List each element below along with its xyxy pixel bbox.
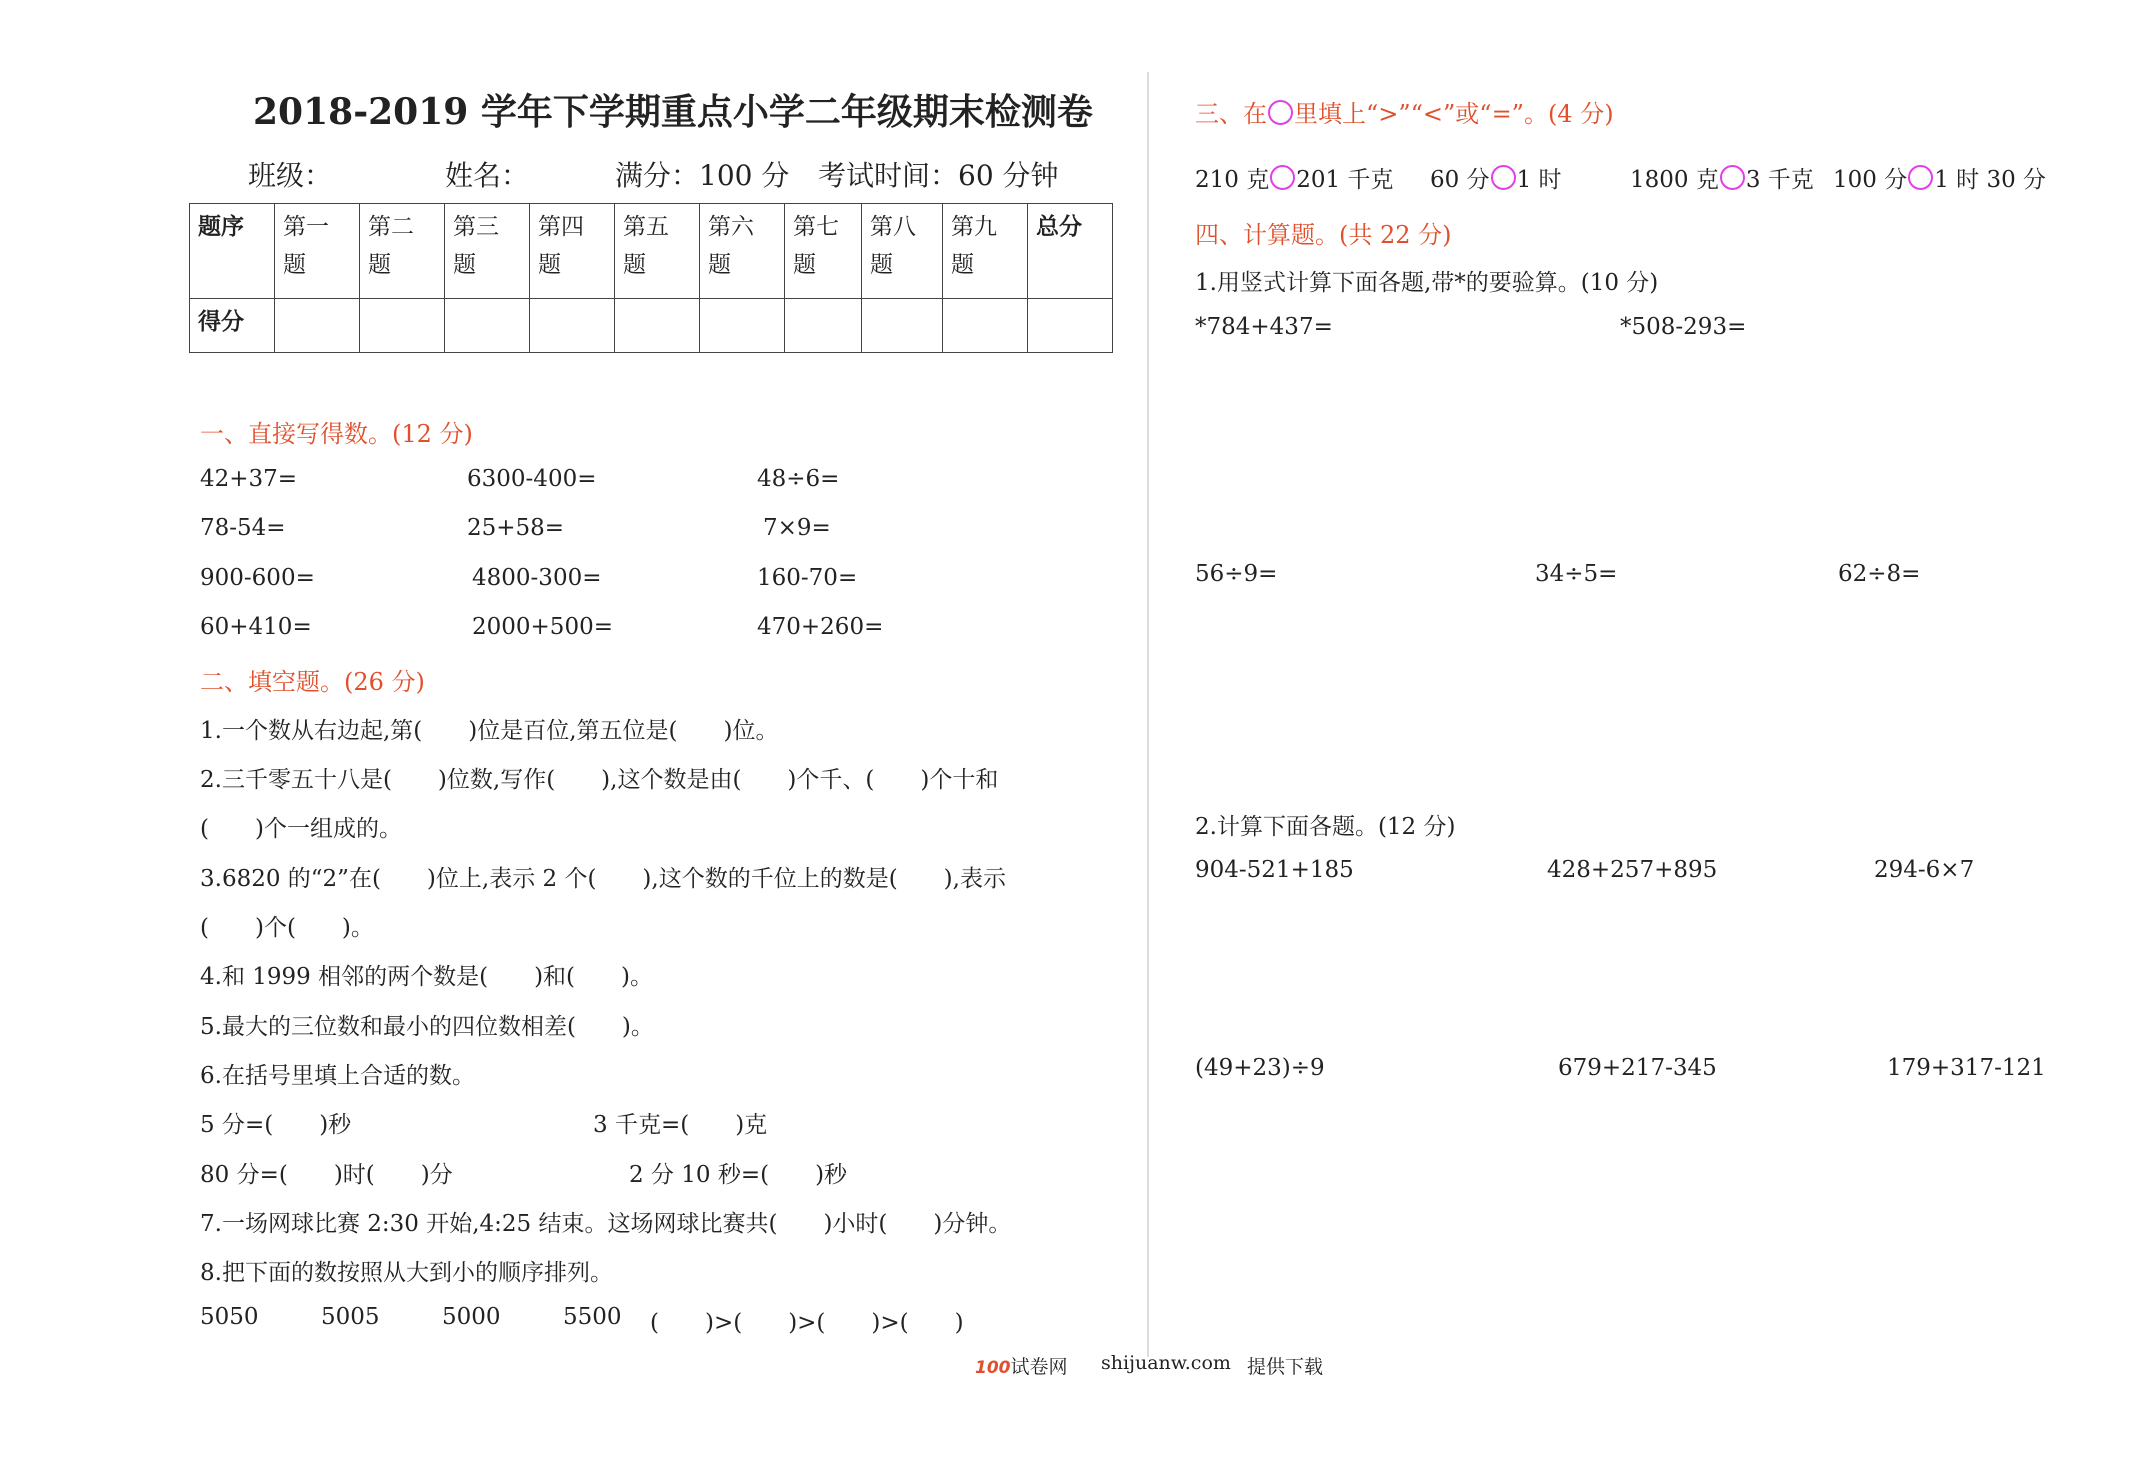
score-table-header-cell: 第五题 — [615, 204, 700, 299]
score-table-score-row — [190, 299, 1113, 353]
mixed-calc-item: 294-6×7 — [1874, 857, 1975, 883]
mixed-calc-item: 679+217-345 — [1558, 1055, 1717, 1081]
vertical-calc-item: *508-293= — [1620, 314, 1747, 340]
score-cell[interactable] — [360, 299, 445, 353]
mixed-calc-item: (49+23)÷9 — [1195, 1055, 1325, 1081]
compare-circle[interactable] — [1720, 165, 1745, 190]
score-cell[interactable] — [862, 299, 943, 353]
order-blanks: ( )>( )>( )>( ) — [650, 1310, 964, 1336]
oral-calc-item: 2000+500= — [472, 614, 613, 640]
oral-calc-item: 42+37= — [200, 466, 298, 492]
score-cell[interactable] — [700, 299, 785, 353]
score-cell[interactable] — [530, 299, 615, 353]
fill-question: 2.三千零五十八是( )位数,写作( ),这个数是由( )个千、( )个十和 — [200, 767, 999, 793]
score-cell[interactable] — [275, 299, 360, 353]
footer-note: 提供下载 — [1247, 1356, 1324, 1378]
score-cell[interactable] — [615, 299, 700, 353]
class-label: 班级： — [248, 159, 333, 192]
compare-circle[interactable] — [1491, 165, 1516, 190]
fill-question: 8.把下面的数按照从大到小的顺序排列。 — [200, 1260, 613, 1286]
score-table-header-cell: 总分 — [1028, 204, 1113, 299]
oral-calc-item: 6300-400= — [467, 466, 597, 492]
oral-calc-item: 900-600= — [200, 565, 315, 591]
order-number: 5500 — [563, 1304, 622, 1330]
score-label-cell: 得分 — [190, 299, 275, 353]
score-cell[interactable] — [943, 299, 1028, 353]
oral-calc-item: 7×9= — [763, 515, 831, 541]
score-table-header-cell: 第二题 — [360, 204, 445, 299]
section3-heading: 三、在 里填上“>”“<”或“=”。(4 分) — [1195, 100, 1614, 128]
oral-calc-item: 48÷6= — [757, 466, 840, 492]
circle-icon — [1268, 100, 1293, 125]
fill-question: 6.在括号里填上合适的数。 — [200, 1063, 475, 1089]
compare-item: 1800 克 3 千克 — [1630, 167, 1814, 193]
name-label: 姓名： — [445, 159, 530, 192]
unit-conversion-item: 80 分=( )时( )分 — [200, 1162, 453, 1188]
site-logo: 100 — [975, 1358, 1011, 1378]
score-table-header-cell: 第四题 — [530, 204, 615, 299]
footer-url[interactable]: shijuanw.com — [1101, 1352, 1231, 1374]
compare-circle[interactable] — [1908, 165, 1933, 190]
score-table-header-cell: 第九题 — [943, 204, 1028, 299]
column-divider — [1147, 72, 1149, 1357]
section2-heading: 二、填空题。(26 分) — [200, 668, 425, 696]
unit-conversion-item: 2 分 10 秒=( )秒 — [629, 1162, 848, 1188]
order-number: 5005 — [321, 1304, 380, 1330]
score-cell[interactable] — [1028, 299, 1113, 353]
fill-question: 1.一个数从右边起,第( )位是百位,第五位是( )位。 — [200, 718, 779, 744]
fill-question: 4.和 1999 相邻的两个数是( )和( )。 — [200, 964, 653, 990]
order-number: 5000 — [442, 1304, 501, 1330]
mixed-calc-item: 179+317-121 — [1887, 1055, 2046, 1081]
oral-calc-item: 4800-300= — [472, 565, 602, 591]
score-table-header-cell: 题序 — [190, 204, 275, 299]
compare-item: 100 分 1 时 30 分 — [1833, 167, 2047, 193]
footer — [975, 1352, 1068, 1379]
calc-question: 2.计算下面各题。(12 分) — [1195, 814, 1456, 840]
fill-question: ( )个( )。 — [200, 915, 374, 941]
vertical-calc-item: *784+437= — [1195, 314, 1333, 340]
mixed-calc-item: 904-521+185 — [1195, 857, 1354, 883]
section1-heading: 一、直接写得数。(12 分) — [200, 420, 473, 448]
score-table-header-cell: 第一题 — [275, 204, 360, 299]
oral-calc-item: 78-54= — [200, 515, 286, 541]
compare-item: 210 克 201 千克 — [1195, 167, 1394, 193]
section4-heading: 四、计算题。(共 22 分) — [1195, 221, 1452, 249]
score-cell[interactable] — [785, 299, 862, 353]
score-cell[interactable] — [445, 299, 530, 353]
oral-calc-item: 160-70= — [757, 565, 858, 591]
vertical-calc-item: 56÷9= — [1195, 561, 1278, 587]
fill-question: 5.最大的三位数和最小的四位数相差( )。 — [200, 1014, 654, 1040]
fill-question: 3.6820 的“2”在( )位上,表示 2 个( ),这个数的千位上的数是( ),表示 — [200, 866, 1006, 892]
vertical-calc-item: 62÷8= — [1838, 561, 1921, 587]
site-name: 试卷网 — [1010, 1356, 1068, 1378]
score-table-header-row — [190, 204, 1113, 299]
score-table-header-cell: 第三题 — [445, 204, 530, 299]
order-number: 5050 — [200, 1304, 259, 1330]
compare-item: 60 分 1 时 — [1430, 167, 1562, 193]
mixed-calc-item: 428+257+895 — [1547, 857, 1718, 883]
oral-calc-item: 470+260= — [757, 614, 884, 640]
exam-title: 2018-2019 学年下学期重点小学二年级期末检测卷 — [253, 91, 1093, 133]
unit-conversion-item: 5 分=( )秒 — [200, 1112, 352, 1138]
calc-question: 1.用竖式计算下面各题,带*的要验算。(10 分) — [1195, 270, 1659, 296]
score-table — [189, 203, 1113, 353]
full-score: 满分：100 分 — [615, 159, 790, 192]
score-table-header-cell: 第八题 — [862, 204, 943, 299]
unit-conversion-item: 3 千克=( )克 — [593, 1112, 768, 1138]
score-table-header-cell: 第七题 — [785, 204, 862, 299]
oral-calc-item: 25+58= — [467, 515, 565, 541]
oral-calc-item: 60+410= — [200, 614, 312, 640]
vertical-calc-item: 34÷5= — [1535, 561, 1618, 587]
score-table-header-cell: 第六题 — [700, 204, 785, 299]
exam-time: 考试时间：60 分钟 — [818, 159, 1059, 192]
fill-question: ( )个一组成的。 — [200, 816, 402, 842]
fill-question: 7.一场网球比赛 2:30 开始,4:25 结束。这场网球比赛共( )小时( )分钟。 — [200, 1211, 1012, 1237]
compare-circle[interactable] — [1270, 165, 1295, 190]
